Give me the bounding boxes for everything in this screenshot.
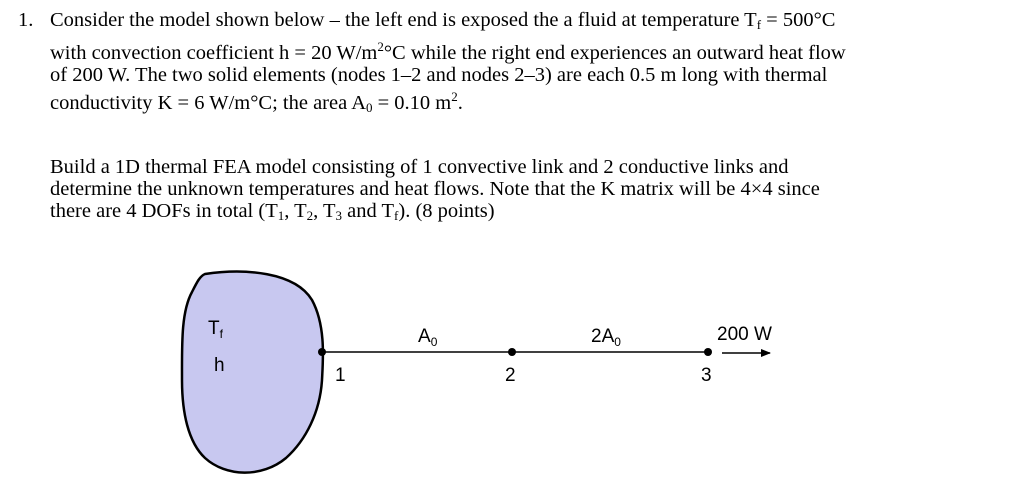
node-1-dot <box>318 348 326 356</box>
element-2-area-label: $2A_0$ <box>591 326 621 349</box>
node-3-dot <box>704 348 712 356</box>
node-2-label: 2 <box>505 365 516 386</box>
convection-coefficient-label: h <box>214 355 225 376</box>
fluid-region <box>182 272 323 473</box>
problem-number: 1. <box>18 9 34 31</box>
paragraph-1-line-1: Consider the model shown below – the left end is exposed the a fluid at temperature $T_f = 500^\circ C$ <box>50 9 836 32</box>
node-3-label: 3 <box>701 365 712 386</box>
paragraph-1-line-2: with convection coefficient h = 20 $W/m^2^\circ C$ while the right end experiences an outward heat flow <box>50 39 846 64</box>
paragraph-2-line-1: Build a 1D thermal FEA model consisting of 1 convective link and 2 conductive links and <box>50 156 789 178</box>
element-1-area-label: $A_0$ <box>418 326 438 349</box>
paragraph-1-line-4: conductivity K = 6 W/m°C; the area $A_0 = 0.10$ $m^2$. <box>50 89 463 115</box>
heat-flow-label: 200 W <box>717 324 772 345</box>
paragraph-2-line-2: determine the unknown temperatures and heat flows. Note that the K matrix will be 4×4 since <box>50 178 820 200</box>
node-2-dot <box>508 348 516 356</box>
fluid-temperature-label: $T_f$ <box>208 318 223 341</box>
node-1-label: 1 <box>335 365 346 386</box>
paragraph-2-line-3: there are 4 DOFs in total ($T_1$, $T_2$, $T_3$ and $T_f$). (8 points) <box>50 200 495 223</box>
paragraph-1-line-3: of 200 W. The two solid elements (nodes 1–2 and nodes 2–3) are each 0.5 m long with thermal <box>50 64 828 86</box>
